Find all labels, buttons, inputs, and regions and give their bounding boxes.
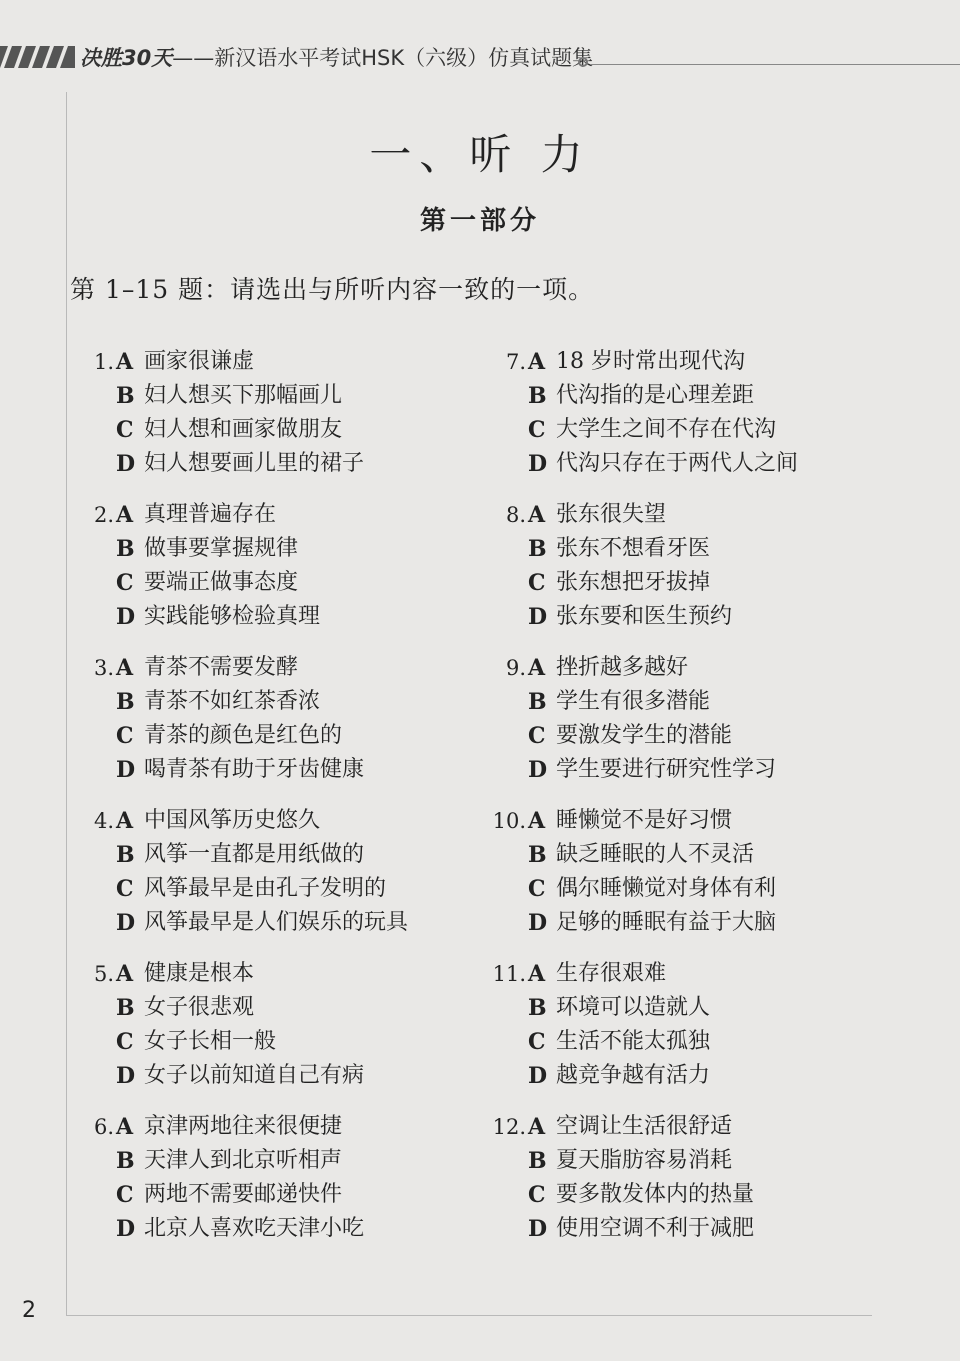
- answer-option: [528, 804, 776, 838]
- option-letter: D: [528, 1063, 548, 1089]
- answer-option: [528, 838, 776, 872]
- option-text: 18 岁时常出现代沟: [556, 349, 745, 374]
- option-text: 京津两地往来很便捷: [144, 1114, 343, 1139]
- question-item: [478, 345, 898, 498]
- answer-option: [116, 532, 320, 566]
- option-letter: D: [116, 604, 136, 630]
- option-text: 两地不需要邮递快件: [144, 1182, 343, 1207]
- header-title: [80, 42, 593, 72]
- option-letter: D: [116, 451, 136, 477]
- answer-option: [116, 1059, 364, 1093]
- answer-option: [528, 1212, 754, 1246]
- answer-option: [528, 345, 798, 379]
- answer-option: [528, 872, 776, 906]
- option-letter: C: [528, 417, 546, 443]
- option-list: [116, 804, 408, 940]
- option-letter: C: [116, 1182, 134, 1208]
- option-text: 环境可以造就人: [556, 995, 711, 1020]
- option-letter: B: [528, 1148, 547, 1174]
- answer-option: [528, 413, 798, 447]
- option-text: 学生有很多潜能: [556, 689, 711, 714]
- option-list: [116, 498, 320, 634]
- option-letter: B: [528, 842, 547, 868]
- option-letter: A: [116, 349, 134, 375]
- option-letter: A: [528, 808, 546, 834]
- answer-option: [528, 753, 776, 787]
- option-text: 生活不能太孤独: [556, 1029, 711, 1054]
- option-list: [528, 957, 710, 1093]
- option-text: 实践能够检验真理: [144, 604, 321, 629]
- option-list: [528, 804, 776, 940]
- option-text: 女子很悲观: [144, 995, 255, 1020]
- question-item: [478, 1110, 898, 1263]
- answer-option: [116, 1110, 364, 1144]
- section-title: 一、听 力: [369, 130, 591, 179]
- option-text: 使用空调不利于减肥: [556, 1216, 755, 1241]
- option-letter: C: [116, 570, 134, 596]
- option-text: 要激发学生的潜能: [556, 723, 733, 748]
- option-text: 画家很谦虚: [144, 349, 255, 374]
- header-stripes-decoration: [0, 46, 75, 68]
- answer-option: [116, 872, 408, 906]
- option-text: 做事要掌握规律: [144, 536, 299, 561]
- answer-option: [528, 379, 798, 413]
- running-header: [0, 30, 960, 80]
- option-letter: B: [116, 995, 135, 1021]
- option-list: [528, 345, 798, 481]
- option-letter: D: [116, 1216, 136, 1242]
- answer-option: [116, 838, 408, 872]
- answer-option: [528, 719, 776, 753]
- answer-option: [528, 651, 776, 685]
- answer-option: [116, 600, 320, 634]
- section-subtitle: 第一部分: [419, 206, 540, 236]
- option-text: 张东很失望: [556, 502, 667, 527]
- option-letter: D: [116, 910, 136, 936]
- option-text: 张东要和医生预约: [556, 604, 733, 629]
- question-item: [478, 957, 898, 1110]
- option-text: 要端正做事态度: [144, 570, 299, 595]
- option-letter: D: [528, 910, 548, 936]
- answer-option: [528, 1025, 710, 1059]
- option-letter: C: [528, 570, 546, 596]
- option-letter: C: [116, 417, 134, 443]
- question-column-left: [78, 345, 498, 1263]
- option-list: [116, 345, 364, 481]
- option-text: 健康是根本: [144, 961, 255, 986]
- answer-option: [528, 1178, 754, 1212]
- option-text: 妇人想和画家做朋友: [144, 417, 343, 442]
- option-letter: D: [528, 451, 548, 477]
- option-letter: B: [528, 536, 547, 562]
- question-number: 2.: [93, 503, 114, 527]
- option-text: 空调让生活很舒适: [556, 1114, 733, 1139]
- question-item: [78, 957, 498, 1110]
- option-text: 偶尔睡懒觉对身体有利: [556, 876, 777, 901]
- answer-option: [116, 651, 364, 685]
- option-text: 喝青茶有助于牙齿健康: [144, 757, 365, 782]
- answer-option: [528, 1059, 710, 1093]
- question-item: [478, 804, 898, 957]
- option-letter: B: [116, 689, 135, 715]
- question-item: [78, 804, 498, 957]
- question-number: 12.: [492, 1115, 526, 1139]
- option-list: [116, 1110, 364, 1246]
- option-text: 风筝最早是由孔子发明的: [144, 876, 387, 901]
- question-item: [478, 651, 898, 804]
- page-number: 2: [22, 1298, 36, 1323]
- option-text: 代沟只存在于两代人之间: [556, 451, 799, 476]
- question-number: 4.: [93, 809, 114, 833]
- option-text: 风筝一直都是用纸做的: [144, 842, 365, 867]
- question-number: 8.: [505, 503, 526, 527]
- option-letter: C: [116, 723, 134, 749]
- option-text: 代沟指的是心理差距: [556, 383, 755, 408]
- question-item: [478, 498, 898, 651]
- question-column-right: [478, 345, 898, 1263]
- option-text: 北京人喜欢吃天津小吃: [144, 1216, 365, 1241]
- question-number: 10.: [492, 809, 526, 833]
- option-letter: D: [528, 1216, 548, 1242]
- option-letter: B: [116, 383, 135, 409]
- option-text: 足够的睡眠有益于大脑: [556, 910, 777, 935]
- option-letter: D: [528, 757, 548, 783]
- answer-option: [528, 498, 732, 532]
- option-letter: C: [528, 1029, 546, 1055]
- header-rule: [590, 64, 960, 65]
- answer-option: [116, 1025, 364, 1059]
- question-number: 9.: [505, 656, 526, 680]
- answer-option: [116, 345, 364, 379]
- option-text: 挫折越多越好: [556, 655, 689, 680]
- option-text: 中国风筝历史悠久: [144, 808, 321, 833]
- option-letter: C: [528, 876, 546, 902]
- answer-option: [116, 906, 408, 940]
- option-letter: B: [116, 536, 135, 562]
- answer-option: [116, 685, 364, 719]
- answer-option: [116, 1144, 364, 1178]
- option-list: [528, 498, 732, 634]
- answer-option: [528, 991, 710, 1025]
- option-text: 夏天脂肪容易消耗: [556, 1148, 733, 1173]
- question-number: 3.: [93, 656, 114, 680]
- option-letter: A: [116, 1114, 134, 1140]
- option-letter: A: [116, 961, 134, 987]
- question-item: [78, 498, 498, 651]
- option-letter: C: [116, 1029, 134, 1055]
- option-list: [116, 957, 364, 1093]
- question-number: 1.: [93, 350, 114, 374]
- option-text: 睡懒觉不是好习惯: [556, 808, 733, 833]
- instruction-text: 第 1–15 题：请选出与所听内容一致的一项。: [70, 275, 595, 304]
- header-book-title: ——新汉语水平考试HSK（六级）仿真试题集: [172, 46, 594, 70]
- option-text: 妇人想买下那幅画儿: [144, 383, 343, 408]
- option-letter: B: [116, 842, 135, 868]
- header-brand: 决胜30天: [80, 46, 173, 70]
- question-item: [78, 1110, 498, 1263]
- option-list: [116, 651, 364, 787]
- option-text: 学生要进行研究性学习: [556, 757, 777, 782]
- answer-option: [528, 532, 732, 566]
- question-number: 5.: [93, 962, 114, 986]
- option-letter: A: [528, 655, 546, 681]
- answer-option: [528, 566, 732, 600]
- option-text: 要多散发体内的热量: [556, 1182, 755, 1207]
- option-text: 青茶不需要发酵: [144, 655, 299, 680]
- header-circle-ornament: [578, 57, 588, 67]
- answer-option: [116, 719, 364, 753]
- option-text: 大学生之间不存在代沟: [556, 417, 777, 442]
- answer-option: [116, 379, 364, 413]
- answer-option: [116, 1178, 364, 1212]
- option-text: 张东想把牙拔掉: [556, 570, 711, 595]
- question-item: [78, 651, 498, 804]
- option-letter: A: [528, 961, 546, 987]
- option-text: 风筝最早是人们娱乐的玩具: [144, 910, 409, 935]
- answer-option: [116, 498, 320, 532]
- option-text: 青茶的颜色是红色的: [144, 723, 343, 748]
- option-letter: C: [528, 1182, 546, 1208]
- option-text: 生存很艰难: [556, 961, 667, 986]
- answer-option: [528, 447, 798, 481]
- option-text: 女子以前知道自己有病: [144, 1063, 365, 1088]
- option-text: 缺乏睡眠的人不灵活: [556, 842, 755, 867]
- option-text: 青茶不如红茶香浓: [144, 689, 321, 714]
- option-letter: A: [528, 349, 546, 375]
- question-number: 7.: [505, 350, 526, 374]
- answer-option: [528, 1110, 754, 1144]
- answer-option: [116, 566, 320, 600]
- answer-option: [116, 991, 364, 1025]
- question-item: [78, 345, 498, 498]
- question-number: 6.: [93, 1115, 114, 1139]
- option-letter: B: [528, 689, 547, 715]
- option-letter: B: [528, 383, 547, 409]
- answer-option: [116, 753, 364, 787]
- question-number: 11.: [492, 962, 526, 986]
- option-letter: A: [116, 808, 134, 834]
- option-list: [528, 1110, 754, 1246]
- option-letter: A: [528, 1114, 546, 1140]
- answer-option: [116, 957, 364, 991]
- option-list: [528, 651, 776, 787]
- option-text: 天津人到北京听相声: [144, 1148, 343, 1173]
- option-letter: A: [528, 502, 546, 528]
- option-letter: A: [116, 655, 134, 681]
- option-letter: A: [116, 502, 134, 528]
- answer-option: [528, 957, 710, 991]
- answer-option: [528, 600, 732, 634]
- answer-option: [116, 804, 408, 838]
- option-letter: C: [116, 876, 134, 902]
- answer-option: [116, 413, 364, 447]
- answer-option: [528, 1144, 754, 1178]
- answer-option: [528, 906, 776, 940]
- option-text: 真理普遍存在: [144, 502, 277, 527]
- option-letter: B: [116, 1148, 135, 1174]
- option-letter: D: [116, 1063, 136, 1089]
- answer-option: [528, 685, 776, 719]
- option-letter: B: [528, 995, 547, 1021]
- option-text: 妇人想要画儿里的裙子: [144, 451, 365, 476]
- option-letter: D: [528, 604, 548, 630]
- answer-option: [116, 1212, 364, 1246]
- option-text: 女子长相一般: [144, 1029, 277, 1054]
- option-text: 越竞争越有活力: [556, 1063, 711, 1088]
- option-letter: C: [528, 723, 546, 749]
- option-letter: D: [116, 757, 136, 783]
- answer-option: [116, 447, 364, 481]
- option-text: 张东不想看牙医: [556, 536, 711, 561]
